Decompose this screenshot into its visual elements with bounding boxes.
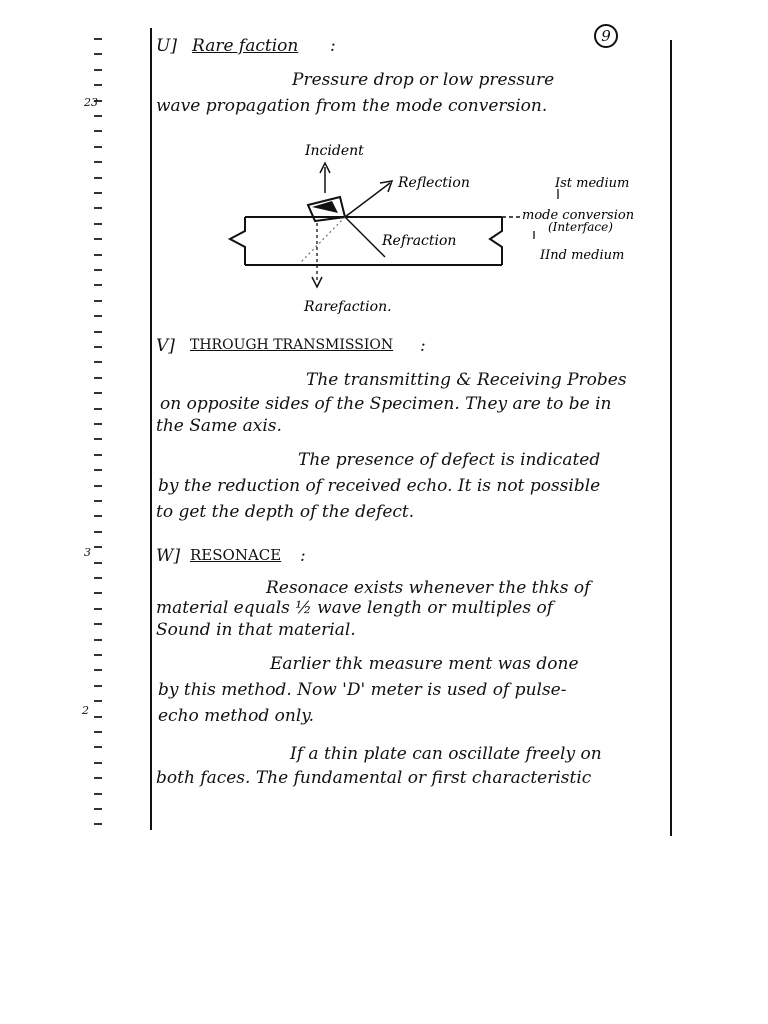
section-w-colon: :: [300, 546, 306, 566]
binding-tick: [94, 577, 102, 579]
right-margin-line: [670, 40, 672, 836]
page-number: 9: [594, 24, 618, 48]
section-u-title: Rare faction: [192, 36, 299, 56]
binding-tick: [94, 423, 102, 425]
binding-tick: [94, 654, 102, 656]
binding-tick: [94, 716, 102, 718]
label-reflection: Reflection: [398, 175, 470, 191]
binding-tick: [94, 746, 102, 748]
binding-tick: [94, 207, 102, 209]
section-w-line-1: Resonace exists whenever the thks of: [266, 578, 591, 598]
binding-ticks: [86, 38, 114, 838]
section-w-line-8: both faces. The fundamental or first characteristic: [156, 768, 592, 788]
section-w-line-3: Sound in that material.: [156, 620, 356, 640]
binding-tick: [94, 284, 102, 286]
binding-tick: [94, 377, 102, 379]
reflection-arrow: [345, 183, 390, 217]
binding-tick: [94, 500, 102, 502]
binding-tick: [94, 777, 102, 779]
section-w-line-4: Earlier thk measure ment was done: [270, 654, 579, 674]
binding-tick: [94, 331, 102, 333]
section-v-line-5: by the reduction of received echo. It is not possible: [158, 476, 601, 496]
binding-tick: [94, 623, 102, 625]
binding-tick: [94, 808, 102, 810]
label-refraction: Refraction: [382, 233, 457, 249]
binding-tick: [94, 669, 102, 671]
binding-tick: [94, 130, 102, 132]
section-v-line-3: the Same axis.: [156, 416, 282, 436]
specimen-block: [230, 217, 502, 265]
binding-tick: [94, 53, 102, 55]
binding-tick: [94, 793, 102, 795]
binding-tick: [94, 515, 102, 517]
binding-tick: [94, 223, 102, 225]
binding-tick: [94, 254, 102, 256]
binding-tick: [94, 269, 102, 271]
binding-tick: [94, 438, 102, 440]
binding-tick: [94, 84, 102, 86]
section-w-label: W]: [156, 546, 181, 566]
section-w-line-5: by this method. Now 'D' meter is used of pulse-: [158, 680, 567, 700]
binding-tick: [94, 531, 102, 533]
binding-tick: [94, 146, 102, 148]
section-u-line-2: wave propagation from the mode conversion.: [156, 96, 548, 116]
margin-mark-2: 3: [84, 546, 91, 559]
section-w-line-6: echo method only.: [158, 706, 315, 726]
label-mode-conversion: mode conversion: [522, 208, 635, 223]
binding-tick: [94, 238, 102, 240]
section-v-line-4: The presence of defect is indicated: [298, 450, 601, 470]
binding-tick: [94, 192, 102, 194]
refraction-line: [345, 217, 385, 257]
section-v-label: V]: [156, 336, 175, 356]
section-u-label: U]: [156, 36, 177, 56]
margin-mark-1: 23: [84, 96, 98, 109]
section-v-colon: :: [420, 336, 426, 356]
binding-tick: [94, 361, 102, 363]
binding-tick: [94, 408, 102, 410]
binding-tick: [94, 685, 102, 687]
label-rarefaction: Rarefaction.: [304, 299, 392, 315]
section-v-title: THROUGH TRANSMISSION: [190, 337, 394, 353]
binding-tick: [94, 546, 102, 548]
binding-tick: [94, 38, 102, 40]
binding-tick: [94, 454, 102, 456]
binding-tick: [94, 823, 102, 825]
binding-tick: [94, 700, 102, 702]
binding-tick: [94, 562, 102, 564]
section-w-line-2: material equals ½ wave length or multiples of: [156, 598, 554, 618]
binding-tick: [94, 346, 102, 348]
section-v-line-2: on opposite sides of the Specimen. They are to be in: [160, 394, 612, 414]
binding-tick: [94, 608, 102, 610]
binding-tick: [94, 115, 102, 117]
binding-tick: [94, 392, 102, 394]
section-v-line-6: to get the depth of the defect.: [156, 502, 415, 522]
margin-mark-3: 2: [82, 704, 89, 717]
section-u-line-1: Pressure drop or low pressure: [292, 70, 555, 90]
binding-tick: [94, 485, 102, 487]
rarefaction-diagram: [150, 135, 670, 325]
label-medium1: Ist medium: [555, 176, 630, 191]
section-u-colon: :: [330, 36, 336, 56]
section-w-line-7: If a thin plate can oscillate freely on: [290, 744, 602, 764]
binding-tick: [94, 762, 102, 764]
binding-tick: [94, 469, 102, 471]
binding-tick: [94, 161, 102, 163]
section-v-line-1: The transmitting & Receiving Probes: [306, 370, 627, 390]
label-incident: Incident: [305, 143, 364, 159]
binding-tick: [94, 177, 102, 179]
section-w-title: RESONACE: [190, 546, 282, 564]
binding-tick: [94, 69, 102, 71]
binding-tick: [94, 731, 102, 733]
refraction-dotted: [300, 217, 345, 263]
binding-tick: [94, 300, 102, 302]
binding-tick: [94, 315, 102, 317]
label-interface: (Interface): [548, 220, 613, 234]
label-medium2: IInd medium: [540, 248, 625, 263]
binding-tick: [94, 592, 102, 594]
binding-tick: [94, 639, 102, 641]
